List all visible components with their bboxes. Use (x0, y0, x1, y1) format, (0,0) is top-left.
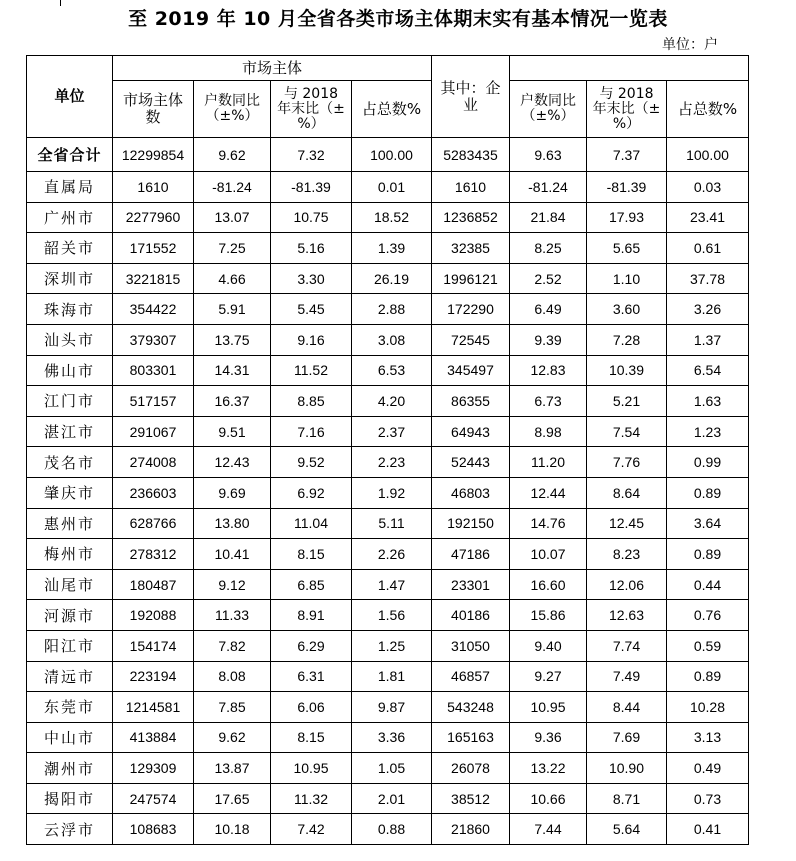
cell: 8.23 (587, 539, 667, 570)
cell: 13.22 (510, 753, 587, 784)
cell: 10.41 (194, 539, 271, 570)
cell: 3.13 (667, 722, 749, 753)
header-market-group: 市场主体 (113, 56, 432, 81)
cell: 12.83 (510, 355, 587, 386)
cell: 5.16 (271, 233, 352, 264)
cell: 9.87 (352, 692, 432, 723)
row-name: 云浮市 (27, 814, 113, 845)
header-enterprise-group (510, 56, 749, 81)
cell: 14.31 (194, 355, 271, 386)
cell: 0.99 (667, 447, 749, 478)
cell: 8.15 (271, 539, 352, 570)
row-name: 深圳市 (27, 263, 113, 294)
cell: 40186 (432, 600, 510, 631)
row-name: 清远市 (27, 661, 113, 692)
cell: 9.62 (194, 722, 271, 753)
cell: 2277960 (113, 202, 194, 233)
table-row (27, 294, 749, 325)
cell: 7.54 (587, 416, 667, 447)
cell: 6.73 (510, 386, 587, 417)
cell: 13.87 (194, 753, 271, 784)
cell: 8.25 (510, 233, 587, 264)
cell: 0.88 (352, 814, 432, 845)
header-share: 占总数% (352, 81, 432, 138)
row-name: 珠海市 (27, 294, 113, 325)
cell: 9.63 (510, 138, 587, 172)
table-row (27, 692, 749, 723)
cell: 8.91 (271, 600, 352, 631)
cell: 3.64 (667, 508, 749, 539)
cell: 108683 (113, 814, 194, 845)
table-row (27, 722, 749, 753)
cell: 5.65 (587, 233, 667, 264)
cell: 0.03 (667, 172, 749, 203)
cell: 11.33 (194, 600, 271, 631)
cell: -81.24 (510, 172, 587, 203)
cell: 2.01 (352, 783, 432, 814)
cell: 9.62 (194, 138, 271, 172)
cell: 64943 (432, 416, 510, 447)
cell: 278312 (113, 539, 194, 570)
cell: 3.30 (271, 263, 352, 294)
cell: 628766 (113, 508, 194, 539)
cell: 9.51 (194, 416, 271, 447)
cell: 165163 (432, 722, 510, 753)
table-row (27, 508, 749, 539)
cell: 13.80 (194, 508, 271, 539)
page-title: 至 2019 年 10 月全省各类市场主体期末实有基本情况一览表 (128, 8, 668, 30)
cell: 15.86 (510, 600, 587, 631)
cell: 3.36 (352, 722, 432, 753)
cell: 10.18 (194, 814, 271, 845)
cell: 0.59 (667, 630, 749, 661)
table-row (27, 416, 749, 447)
cell: 354422 (113, 294, 194, 325)
table-row (27, 783, 749, 814)
cell: 1.56 (352, 600, 432, 631)
cell: 1610 (432, 172, 510, 203)
cell: 7.32 (271, 138, 352, 172)
cell: 12.06 (587, 569, 667, 600)
cell: 543248 (432, 692, 510, 723)
cell: 7.49 (587, 661, 667, 692)
cell: 379307 (113, 324, 194, 355)
cell: 26078 (432, 753, 510, 784)
cell: 9.52 (271, 447, 352, 478)
header-vs-2018-enterprise: 与 2018 年末比（±%） (587, 81, 667, 138)
cell: 4.20 (352, 386, 432, 417)
cell: 18.52 (352, 202, 432, 233)
cell: 6.53 (352, 355, 432, 386)
header-market-count: 市场主体数 (113, 81, 194, 138)
cell: 4.66 (194, 263, 271, 294)
cell: 0.76 (667, 600, 749, 631)
cell: 5283435 (432, 138, 510, 172)
cell: 10.90 (587, 753, 667, 784)
cell: 10.66 (510, 783, 587, 814)
cell: 86355 (432, 386, 510, 417)
table-row (27, 233, 749, 264)
cell: 6.85 (271, 569, 352, 600)
table-row (27, 172, 749, 203)
cell: 12.44 (510, 477, 587, 508)
cell: 8.71 (587, 783, 667, 814)
cell: 23301 (432, 569, 510, 600)
cell: 274008 (113, 447, 194, 478)
cell: 3.26 (667, 294, 749, 325)
cell: 2.52 (510, 263, 587, 294)
cell: 1610 (113, 172, 194, 203)
row-name: 江门市 (27, 386, 113, 417)
cell: 7.25 (194, 233, 271, 264)
cell: 154174 (113, 630, 194, 661)
cell: 10.07 (510, 539, 587, 570)
cell: 8.15 (271, 722, 352, 753)
cell: 8.08 (194, 661, 271, 692)
cell: 72545 (432, 324, 510, 355)
cell: 10.95 (271, 753, 352, 784)
cell: 8.98 (510, 416, 587, 447)
cell: 38512 (432, 783, 510, 814)
cell: 7.37 (587, 138, 667, 172)
cell: 1.25 (352, 630, 432, 661)
cell: 1.37 (667, 324, 749, 355)
cell: 11.04 (271, 508, 352, 539)
cell: 413884 (113, 722, 194, 753)
cell: 6.31 (271, 661, 352, 692)
cell: 6.06 (271, 692, 352, 723)
row-name: 茂名市 (27, 447, 113, 478)
cell: 8.64 (587, 477, 667, 508)
row-name: 潮州市 (27, 753, 113, 784)
cell: 3.60 (587, 294, 667, 325)
cell: 180487 (113, 569, 194, 600)
cell: 7.42 (271, 814, 352, 845)
table-row (27, 814, 749, 845)
row-name: 直属局 (27, 172, 113, 203)
row-name: 广州市 (27, 202, 113, 233)
cell: 2.23 (352, 447, 432, 478)
cell: 7.76 (587, 447, 667, 478)
cell: 2.37 (352, 416, 432, 447)
cell: 9.12 (194, 569, 271, 600)
cell: 192088 (113, 600, 194, 631)
row-name: 河源市 (27, 600, 113, 631)
cell: -81.39 (587, 172, 667, 203)
row-name: 佛山市 (27, 355, 113, 386)
cell: 32385 (432, 233, 510, 264)
cell: 291067 (113, 416, 194, 447)
cell: 11.20 (510, 447, 587, 478)
cell: 1.63 (667, 386, 749, 417)
row-name: 汕尾市 (27, 569, 113, 600)
cell: 171552 (113, 233, 194, 264)
cell: 10.28 (667, 692, 749, 723)
cell: 1.39 (352, 233, 432, 264)
cell: 11.32 (271, 783, 352, 814)
cell: 13.75 (194, 324, 271, 355)
cell: 223194 (113, 661, 194, 692)
cell: 1.23 (667, 416, 749, 447)
table-row (27, 630, 749, 661)
header-enterprise: 其中：企业 (432, 56, 510, 138)
cell: 12.63 (587, 600, 667, 631)
cell: 100.00 (667, 138, 749, 172)
row-name: 中山市 (27, 722, 113, 753)
cell: 12.45 (587, 508, 667, 539)
cell: 10.95 (510, 692, 587, 723)
cell: 345497 (432, 355, 510, 386)
row-name: 东莞市 (27, 692, 113, 723)
cell: 0.73 (667, 783, 749, 814)
cell: 9.69 (194, 477, 271, 508)
cell: 12.43 (194, 447, 271, 478)
header-unit: 单位 (27, 56, 113, 138)
cell: 13.07 (194, 202, 271, 233)
table-row (27, 569, 749, 600)
cell: 1214581 (113, 692, 194, 723)
cell: 7.16 (271, 416, 352, 447)
cell: 1.05 (352, 753, 432, 784)
cell: 5.91 (194, 294, 271, 325)
row-name: 梅州市 (27, 539, 113, 570)
cell: 21.84 (510, 202, 587, 233)
cell: 26.19 (352, 263, 432, 294)
total-name: 全省合计 (27, 138, 113, 172)
cell: 23.41 (667, 202, 749, 233)
table-row (27, 661, 749, 692)
cell: 6.29 (271, 630, 352, 661)
cell: 37.78 (667, 263, 749, 294)
unit-note: 单位：户 (662, 37, 718, 53)
header-row-2 (27, 81, 749, 138)
cell: 2.26 (352, 539, 432, 570)
cell: 7.28 (587, 324, 667, 355)
cell: 9.36 (510, 722, 587, 753)
cell: 14.76 (510, 508, 587, 539)
cell: 1.10 (587, 263, 667, 294)
cell: 6.54 (667, 355, 749, 386)
cell: 6.92 (271, 477, 352, 508)
cell: 17.93 (587, 202, 667, 233)
header-yoy-enterprise: 户数同比（±%） (510, 81, 587, 138)
cell: 1.47 (352, 569, 432, 600)
cell: 129309 (113, 753, 194, 784)
cell: 8.44 (587, 692, 667, 723)
cell: 47186 (432, 539, 510, 570)
cell: 0.89 (667, 539, 749, 570)
header-yoy: 户数同比（±%） (194, 81, 271, 138)
cell: 9.27 (510, 661, 587, 692)
cell: -81.24 (194, 172, 271, 203)
cell: -81.39 (271, 172, 352, 203)
row-name: 湛江市 (27, 416, 113, 447)
table-row (27, 263, 749, 294)
table-row (27, 324, 749, 355)
cell: 6.49 (510, 294, 587, 325)
cell: 1236852 (432, 202, 510, 233)
cell: 0.44 (667, 569, 749, 600)
cell: 7.69 (587, 722, 667, 753)
row-name: 韶关市 (27, 233, 113, 264)
table-row (27, 447, 749, 478)
cell: 2.88 (352, 294, 432, 325)
table-row (27, 355, 749, 386)
cell: 5.21 (587, 386, 667, 417)
cell: 9.16 (271, 324, 352, 355)
cell: 16.60 (510, 569, 587, 600)
cell: 46803 (432, 477, 510, 508)
cell: 1.81 (352, 661, 432, 692)
stats-table (26, 55, 749, 845)
cell: 7.82 (194, 630, 271, 661)
cell: 5.45 (271, 294, 352, 325)
row-name: 揭阳市 (27, 783, 113, 814)
row-name: 惠州市 (27, 508, 113, 539)
cell: 31050 (432, 630, 510, 661)
cell: 16.37 (194, 386, 271, 417)
cell: 10.39 (587, 355, 667, 386)
cell: 0.49 (667, 753, 749, 784)
cell: 17.65 (194, 783, 271, 814)
cell: 100.00 (352, 138, 432, 172)
cell: 9.40 (510, 630, 587, 661)
cell: 0.41 (667, 814, 749, 845)
header-share-enterprise: 占总数% (667, 81, 749, 138)
cell: 5.11 (352, 508, 432, 539)
cell: 803301 (113, 355, 194, 386)
table-row (27, 202, 749, 233)
cell: 3.08 (352, 324, 432, 355)
cell: 1.92 (352, 477, 432, 508)
cell: 0.89 (667, 477, 749, 508)
cell: 7.44 (510, 814, 587, 845)
cell: 0.89 (667, 661, 749, 692)
cell: 52443 (432, 447, 510, 478)
row-name: 汕头市 (27, 324, 113, 355)
cell: 236603 (113, 477, 194, 508)
cell: 46857 (432, 661, 510, 692)
table-row (27, 753, 749, 784)
row-name: 肇庆市 (27, 477, 113, 508)
cell: 172290 (432, 294, 510, 325)
table-row (27, 600, 749, 631)
cell: 10.75 (271, 202, 352, 233)
table-row (27, 386, 749, 417)
header-vs-2018: 与 2018 年末比（±%） (271, 81, 352, 138)
cell: 0.61 (667, 233, 749, 264)
cell: 7.85 (194, 692, 271, 723)
cell: 9.39 (510, 324, 587, 355)
total-row (27, 138, 749, 172)
cell: 5.64 (587, 814, 667, 845)
cell: 192150 (432, 508, 510, 539)
cell: 0.01 (352, 172, 432, 203)
cell: 21860 (432, 814, 510, 845)
cell: 247574 (113, 783, 194, 814)
cell: 3221815 (113, 263, 194, 294)
cell: 1996121 (432, 263, 510, 294)
cell: 11.52 (271, 355, 352, 386)
row-name: 阳江市 (27, 630, 113, 661)
cell: 517157 (113, 386, 194, 417)
table-row (27, 539, 749, 570)
header-row-1 (27, 56, 749, 81)
cell: 8.85 (271, 386, 352, 417)
cell: 12299854 (113, 138, 194, 172)
table-row (27, 477, 749, 508)
cell: 7.74 (587, 630, 667, 661)
